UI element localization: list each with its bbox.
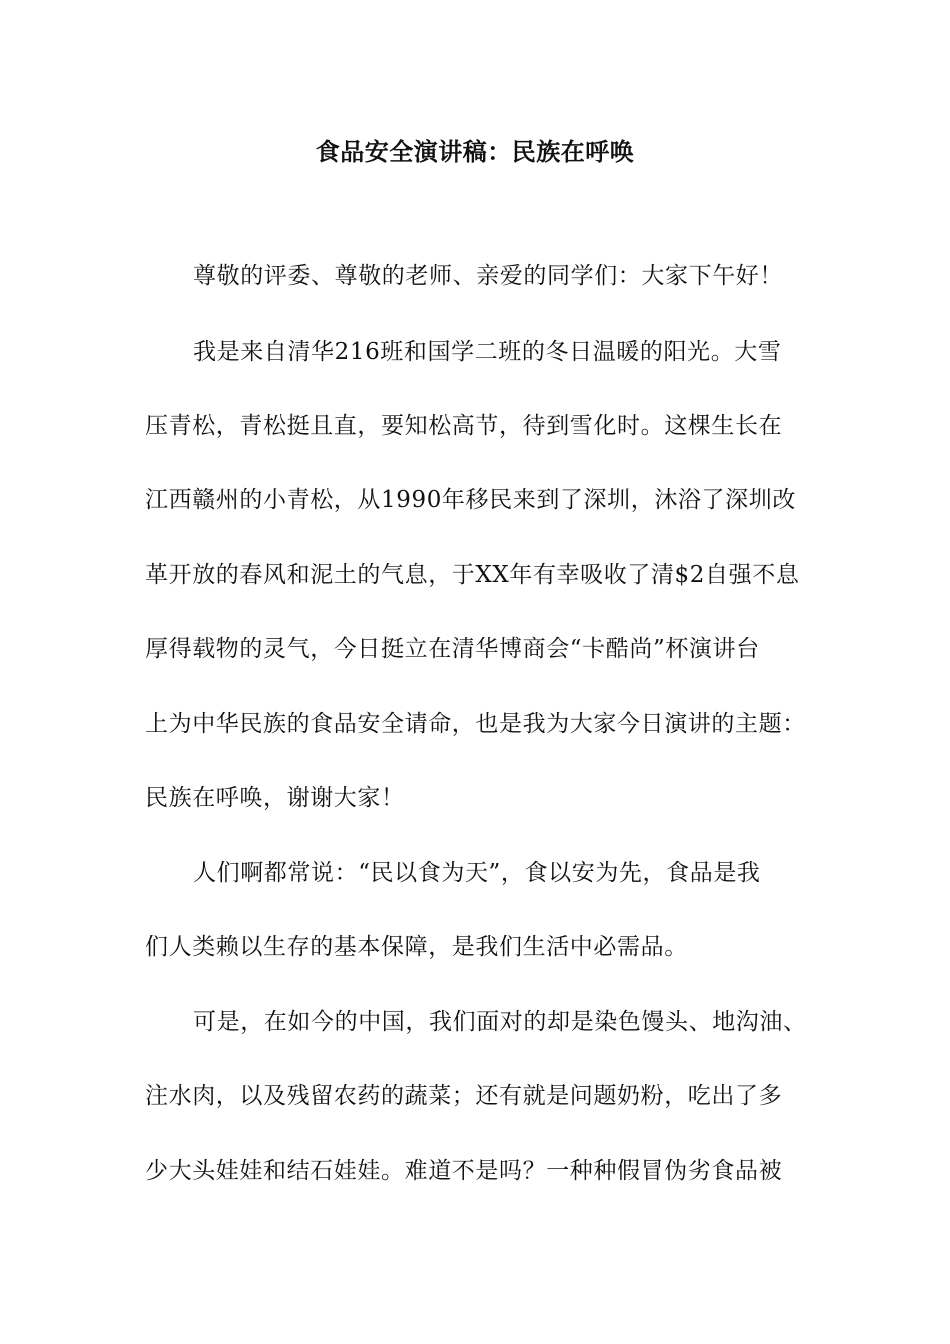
paragraph-line: 上为中华民族的食品安全请命，也是我为大家今日演讲的主题： — [145, 711, 806, 737]
paragraph-line: 们人类赖以生存的基本保障，是我们生活中必需品。 — [145, 934, 688, 960]
document-title: 食品安全演讲稿：民族在呼唤 — [315, 137, 635, 166]
paragraph-line: 注水肉，以及残留农药的蔬菜；还有就是问题奶粉，吃出了多 — [145, 1083, 783, 1109]
paragraph-line: 革开放的春风和泥土的气息，于XX年有幸吸收了清$2自强不息 — [145, 562, 800, 588]
paragraph-line: 江西赣州的小青松，从1990年移民来到了深圳，沐浴了深圳改 — [145, 487, 796, 513]
paragraph-line: 少大头娃娃和结石娃娃。难道不是吗？一种种假冒伪劣食品被 — [145, 1158, 783, 1184]
paragraph-line: 压青松，青松挺且直，要知松高节，待到雪化时。这棵生长在 — [145, 413, 783, 439]
paragraph-line: 人们啊都常说：“民以食为天”，食以安为先，食品是我 — [193, 860, 761, 886]
paragraph-line: 厚得载物的灵气，今日挺立在清华博商会“卡酷尚”杯演讲台 — [145, 636, 760, 662]
paragraph-line: 我是来自清华216班和国学二班的冬日温暖的阳光。大雪 — [193, 339, 782, 365]
paragraph-line: 民族在呼唤，谢谢大家！ — [145, 785, 405, 811]
paragraph-line: 可是，在如今的中国，我们面对的却是染色馒头、地沟油、 — [193, 1009, 807, 1035]
paragraph-line: 尊敬的评委、尊敬的老师、亲爱的同学们：大家下午好！ — [193, 263, 783, 289]
